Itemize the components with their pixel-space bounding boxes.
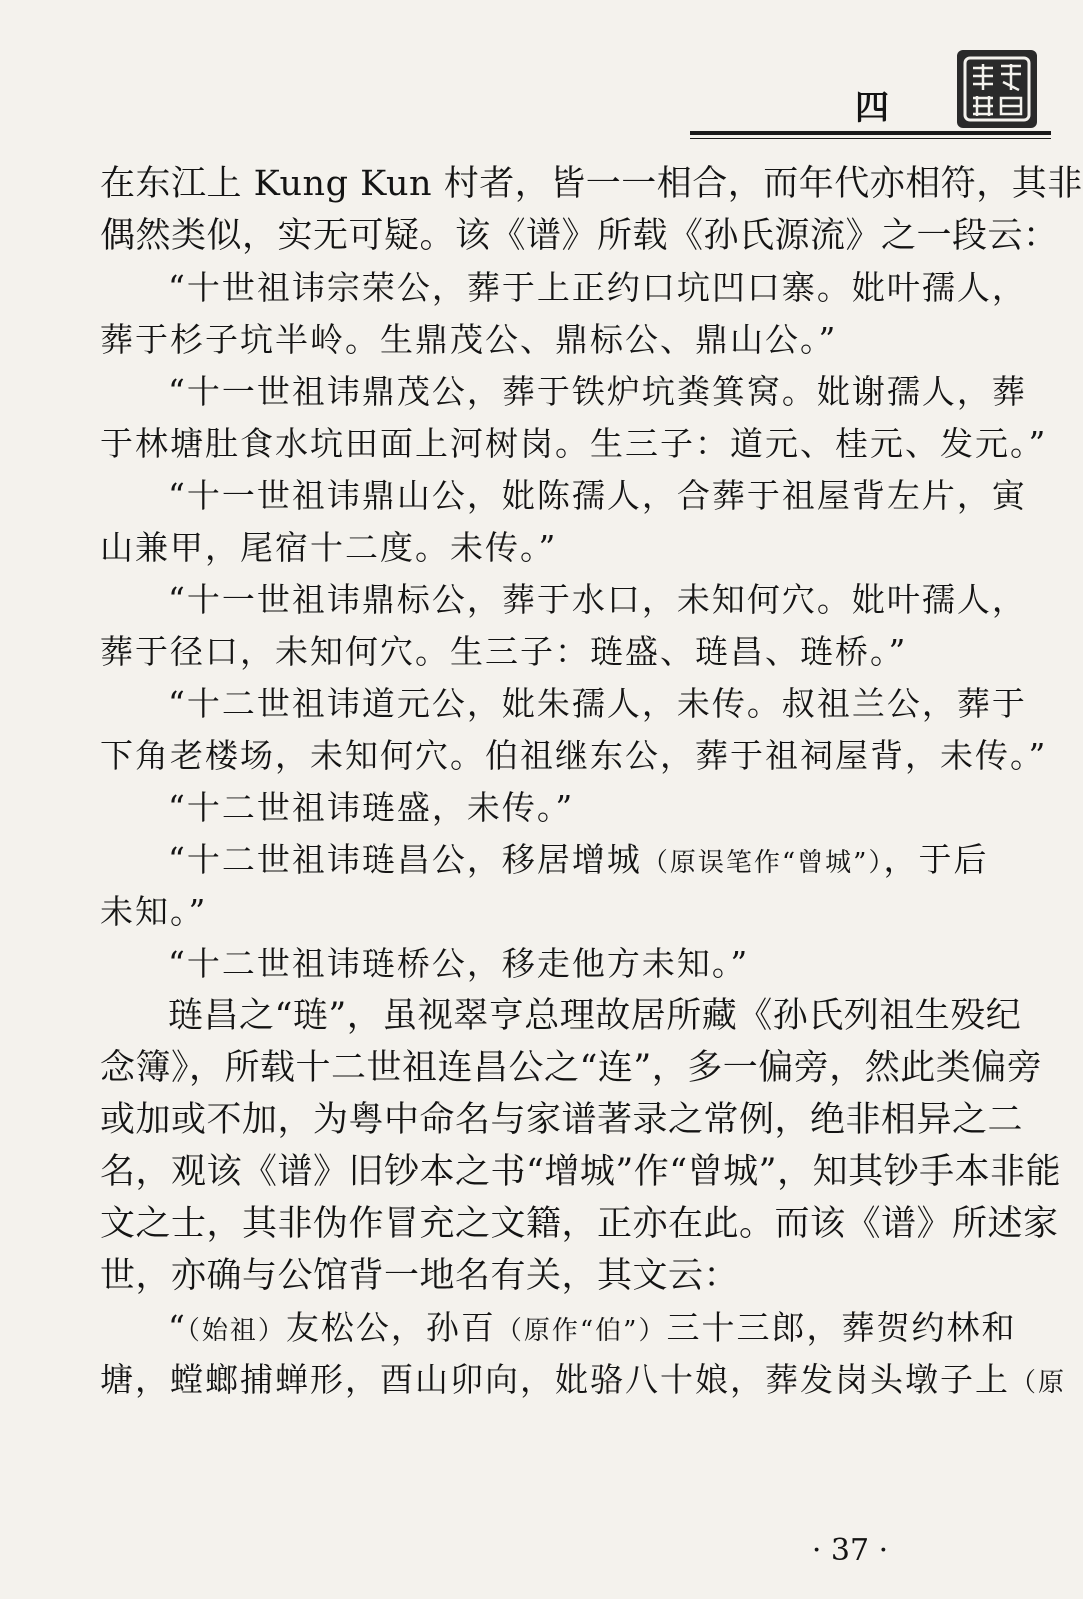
line-text: “十二世祖讳琏桥公，移走他方未知。” [168, 944, 750, 983]
text-line [100, 314, 920, 366]
line-text: 名，观该《谱》旧钞本之书“增城”作“曾城”，知其钞手本非能 [100, 1152, 1062, 1192]
line-text: “ [168, 1308, 187, 1347]
line-text: 念簿》，所载十二世祖连昌公之“连”，多一偏旁，然此类偏旁 [100, 1048, 1043, 1088]
line-text: 友松公，孙百 [285, 1308, 496, 1347]
line-text: 未知。” [100, 892, 208, 931]
text-line [100, 1198, 1059, 1250]
text-line [100, 470, 1027, 522]
line-text: 偶然类似，实无可疑。该《谱》所载《孙氏源流》之一段云： [100, 216, 1059, 256]
line-text: 葬于杉子坑半岭。生鼎茂公、鼎标公、鼎山公。” [100, 320, 838, 359]
line-text: 在东江上 Kung Kun 村者，皆一一相合，而年代亦相符，其非 [100, 164, 1083, 204]
line-text: 文之士，其非伪作冒充之文籍，正亦在此。而该《谱》所述家 [100, 1204, 1059, 1244]
small-annotation: （原误笔作“曾城”） [641, 848, 884, 878]
text-line [100, 730, 1048, 782]
line-text: 塘，螳螂捕蝉形，酉山卯向，妣骆八十娘，葬发岗头墩子上 [100, 1360, 1010, 1399]
line-text: 于林塘肚食水坑田面上河树岗。生三子：道元、桂元、发元。” [100, 424, 1048, 463]
small-annotation: （始祖） [186, 1316, 286, 1346]
line-text: “十二世祖讳道元公，妣朱孺人，未传。叔祖兰公，葬于 [168, 684, 1027, 723]
text-line [100, 1302, 1017, 1354]
text-line [100, 1042, 1043, 1094]
header-rule [690, 131, 1051, 135]
text-line [100, 522, 920, 574]
line-text: “十一世祖讳鼎茂公，葬于铁炉坑粪箕窝。妣谢孺人，葬 [168, 372, 1027, 411]
text-line [100, 366, 1027, 418]
text-line [100, 1354, 1067, 1406]
line-text: 或加或不加，为粤中命名与家谱著录之常例，绝非相异之二 [100, 1100, 1024, 1140]
line-text: “十一世祖讳鼎山公，妣陈孺人，合葬于祖屋背左片，寅 [168, 476, 1027, 515]
text-line [100, 990, 1022, 1042]
text-line [100, 158, 1083, 210]
line-text: ，于后 [883, 840, 989, 879]
line-text: 下角老楼场，未知何穴。伯祖继东公，葬于祖祠屋背，未传。” [100, 736, 1048, 775]
text-line [100, 886, 920, 938]
page-number: · 37 · [811, 1533, 889, 1568]
line-text: “十世祖讳宗荣公，葬于上正约口坑凹口寨。妣叶孺人， [168, 268, 1027, 307]
text-line [100, 678, 1027, 730]
text-line [100, 1094, 1024, 1146]
line-text: “十一世祖讳鼎标公，葬于水口，未知何穴。妣叶孺人， [168, 580, 1027, 619]
line-text: 葬于径口，未知何穴。生三子：琏盛、琏昌、琏桥。” [100, 632, 908, 671]
text-line [100, 626, 920, 678]
small-annotation: （原作“伯”） [495, 1316, 667, 1346]
line-text: 山兼甲，尾宿十二度。未传。” [100, 528, 558, 567]
text-line [100, 938, 920, 990]
text-line [100, 1250, 920, 1302]
line-text: 世，亦确与公馆背一地名有关，其文云： [100, 1256, 740, 1296]
text-line [100, 262, 1027, 314]
text-line [100, 210, 1059, 262]
line-text: 琏昌之“琏”，虽视翠亨总理故居所藏《孙氏列祖生殁纪 [168, 996, 1022, 1036]
line-text: 三十三郎，葬贺约林和 [666, 1308, 1017, 1347]
text-line [100, 1146, 1062, 1198]
line-text: “十二世祖讳琏昌公，移居增城 [168, 840, 642, 879]
seal-stamp-icon [957, 50, 1037, 128]
header-rule-thin [690, 138, 1051, 139]
line-text: “十二世祖讳琏盛，未传。” [168, 788, 575, 827]
small-annotation: （原 [1010, 1368, 1067, 1398]
text-line [100, 418, 1048, 470]
body-text [100, 158, 1083, 1406]
text-line [100, 782, 920, 834]
text-line [100, 574, 1027, 626]
text-line [100, 834, 989, 886]
chapter-mark: 四 [855, 88, 889, 128]
